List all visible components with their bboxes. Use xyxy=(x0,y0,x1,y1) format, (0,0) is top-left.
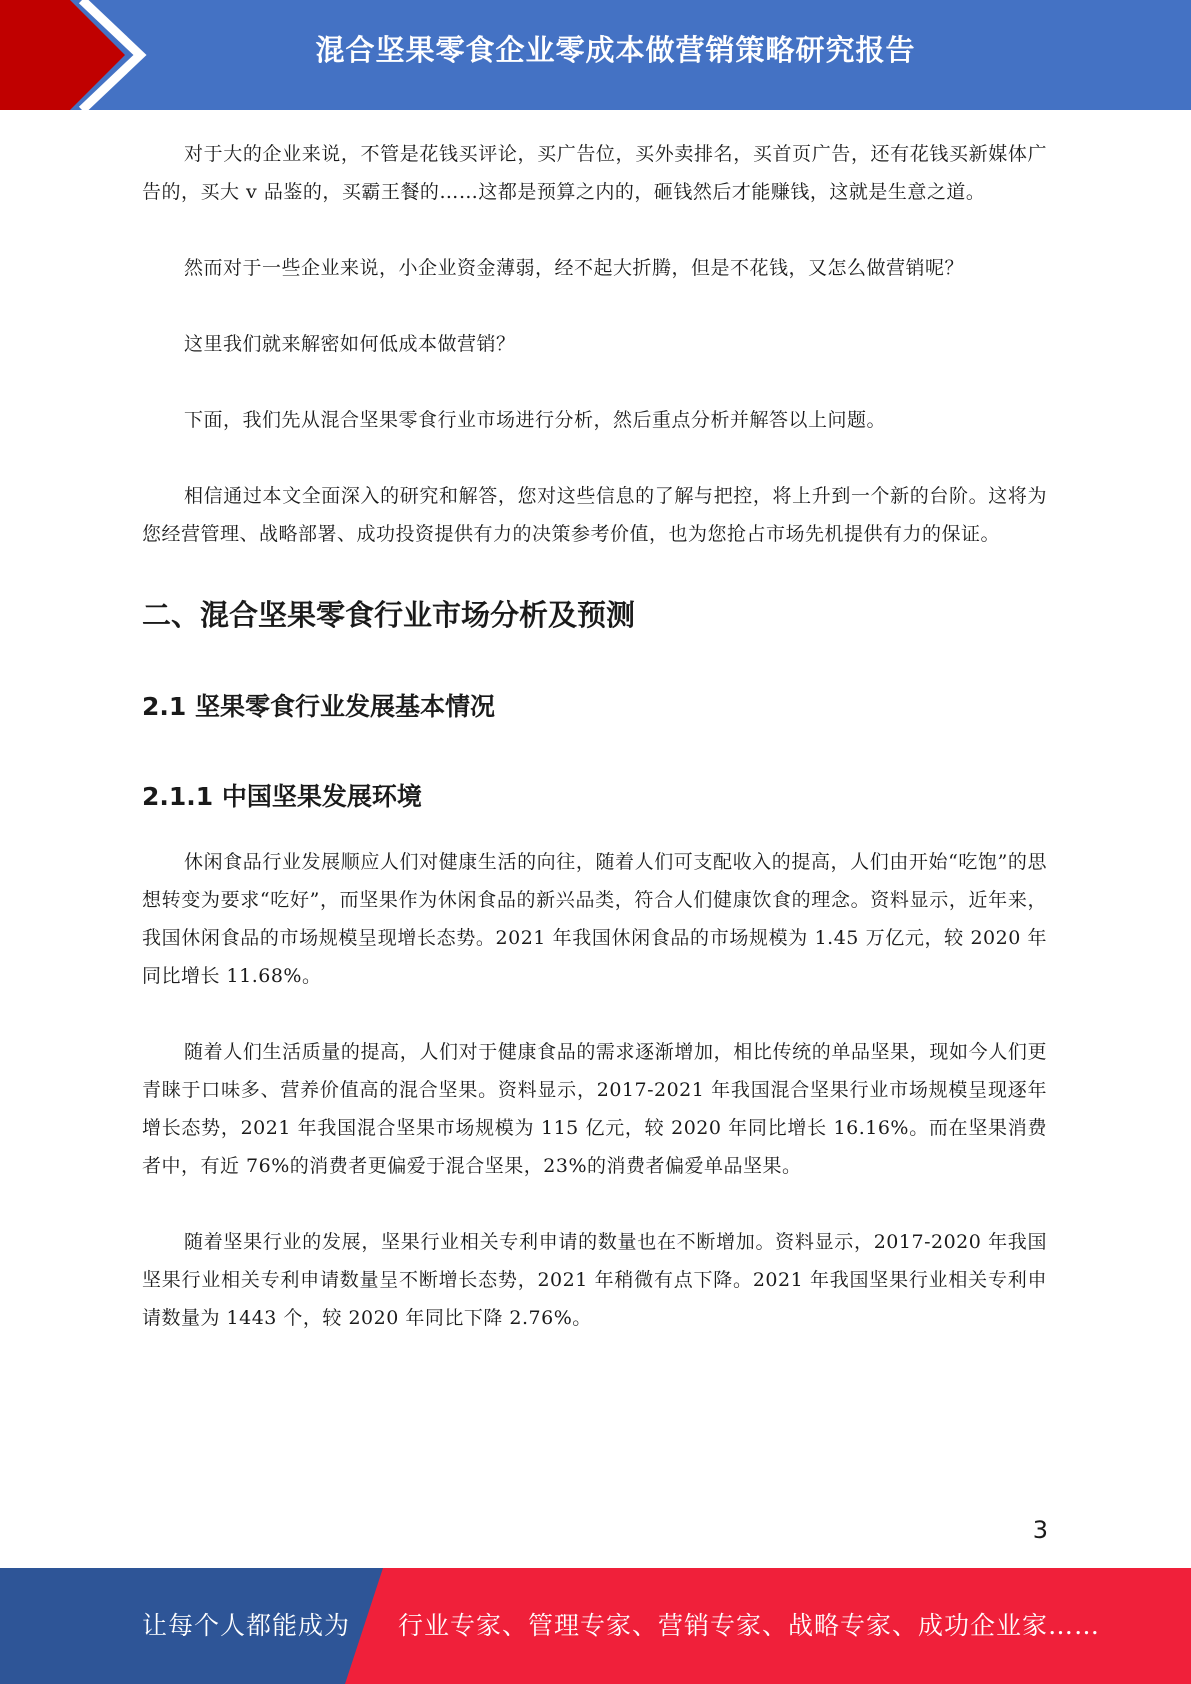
body-paragraph: 这里我们就来解密如何低成本做营销？ xyxy=(184,333,516,355)
body-paragraph: 对于大的企业来说，不管是花钱买评论，买广告位，买外卖排名，买首页广告，还有花钱买新媒体广告的，买大 v 品鉴的，买霸王餐的……这都是预算之内的，砸钱然后才能赚钱，这就是生意之道。 xyxy=(142,143,1047,203)
footer-slogan-right: 行业专家、管理专家、营销专家、战略专家、成功企业家…… xyxy=(398,1611,1101,1640)
footer-slogan-left: 让每个人都能成为 xyxy=(142,1611,351,1640)
page-footer xyxy=(0,1568,1191,1684)
body-paragraph: 下面，我们先从混合坚果零食行业市场进行分析，然后重点分析并解答以上问题。 xyxy=(184,409,887,431)
subsection-heading: 2.1 坚果零食行业发展基本情况 xyxy=(142,692,495,721)
report-title: 混合坚果零食企业零成本做营销策略研究报告 xyxy=(315,33,916,67)
page-number: 3 xyxy=(1032,1516,1048,1544)
body-paragraph: 然而对于一些企业来说，小企业资金薄弱，经不起大折腾，但是不花钱，又怎么做营销呢？ xyxy=(184,257,965,279)
page-content xyxy=(142,135,1047,1337)
page-header xyxy=(0,0,1191,110)
section-heading: 二、混合坚果零食行业市场分析及预测 xyxy=(142,598,636,632)
body-paragraph: 随着人们生活质量的提高，人们对于健康食品的需求逐渐增加，相比传统的单品坚果，现如今人们更青睐于口味多、营养价值高的混合坚果。资料显示，2017-2021 年我国混合坚果行业市场规模呈现逐年增长态势，2021 年我国混合坚果市场规模为 115 亿元，较 2020 年同比增长 16.16%。而在坚果消费者中，有近 76%的消费者更偏爱于混合坚果，23%的消费者偏爱单品坚果。 xyxy=(142,1041,1047,1177)
subsubsection-heading: 2.1.1 中国坚果发展环境 xyxy=(142,782,422,811)
header-arrow-decoration xyxy=(0,0,160,110)
body-paragraph: 休闲食品行业发展顺应人们对健康生活的向往，随着人们可支配收入的提高，人们由开始“吃饱”的思想转变为要求“吃好”，而坚果作为休闲食品的新兴品类，符合人们健康饮食的理念。资料显示，近年来，我国休闲食品的市场规模呈现增长态势。2021 年我国休闲食品的市场规模为 1.45 万亿元，较 2020 年同比增长 11.68%。 xyxy=(142,851,1047,987)
body-paragraph: 相信通过本文全面深入的研究和解答，您对这些信息的了解与把控，将上升到一个新的台阶。这将为您经营管理、战略部署、成功投资提供有力的决策参考价值，也为您抢占市场先机提供有力的保证。 xyxy=(142,485,1047,545)
body-paragraph: 随着坚果行业的发展，坚果行业相关专利申请的数量也在不断增加。资料显示，2017-2020 年我国坚果行业相关专利申请数量呈不断增长态势，2021 年稍微有点下降。2021 年我国坚果行业相关专利申请数量为 1443 个，较 2020 年同比下降 2.76%。 xyxy=(142,1231,1047,1329)
